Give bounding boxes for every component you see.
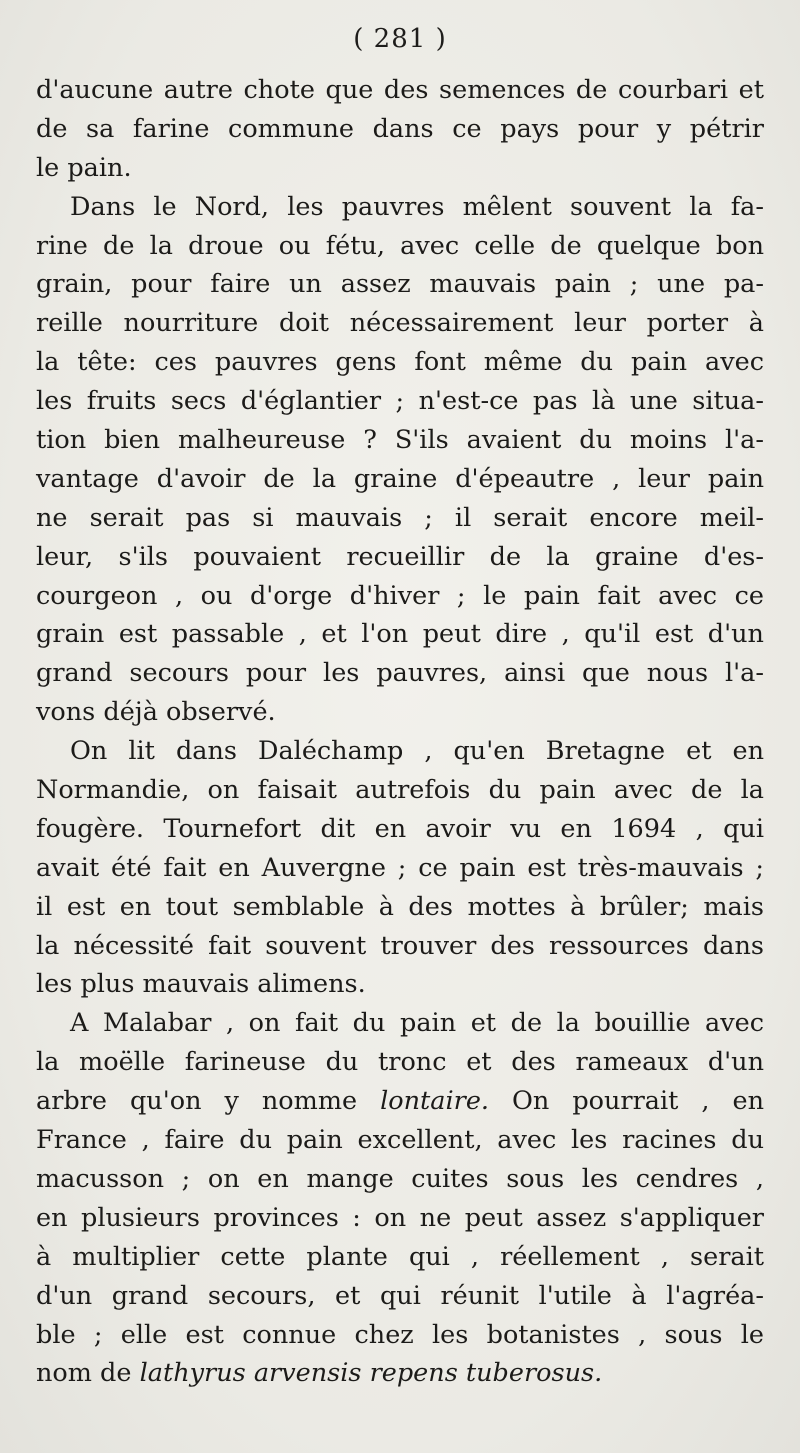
text-line: rine de la droue ou fétu, avec celle de quelque bon [36,230,764,261]
text-segment: nom de [36,1358,140,1389]
text-line: Normandie, on faisait autrefois du pain avec de la [36,775,764,806]
text-line: il est en tout semblable à des mottes à brûler; mais [36,891,764,922]
italic-term: lontaire. [380,1086,490,1117]
text-line: On lit dans Daléchamp , qu'en Bretagne et en [70,736,764,767]
text-line: la moëlle farineuse du tronc et des rameaux d'un [36,1047,764,1078]
text-line: d'aucune autre chote que des semences de courbari et [36,75,764,105]
text-line: Dans le Nord, les pauvres mêlent souvent la fa- [70,191,764,222]
text-line: la nécessité fait souvent trouver des ressources dans [36,930,764,961]
text-line-with-italic [36,1354,764,1393]
text-line: leur, s'ils pouvaient recueillir de la graine d'es- [36,541,764,572]
text-line: courgeon , ou d'orge d'hiver ; le pain fait avec ce [36,580,764,611]
text-line: France , faire du pain excellent, avec les racines du [36,1125,764,1156]
text-line: grain est passable , et l'on peut dire , qu'il est d'un [36,619,764,650]
paragraph-3 [36,732,764,1004]
text-line: ne serait pas si mauvais ; il serait encore meil- [36,502,764,533]
text-line: à multiplier cette plante qui , réellement , serait [36,1241,764,1272]
text-line: d'un grand secours, et qui réunit l'utile à l'agréa- [36,1280,764,1311]
text-segment: On pourrait , en [489,1086,764,1117]
text-line: reille nourriture doit nécessairement leur porter à [36,308,764,339]
text-line: grain, pour faire un assez mauvais pain ; une pa- [36,269,764,300]
page-number: ( 281 ) [353,24,447,54]
text-line: le pain. [36,152,132,183]
text-line: vantage d'avoir de la graine d'épeautre , leur pain [36,463,764,494]
text-line: macusson ; on en mange cuites sous les cendres , [36,1163,764,1194]
text-line: en plusieurs provinces : on ne peut assez s'appliquer [36,1202,764,1233]
text-line: avait été fait en Auvergne ; ce pain est très-mauvais ; [36,852,764,883]
text-line: la tête: ces pauvres gens font même du pain avec [36,347,764,378]
italic-botanical-name: lathyrus arvensis repens tuberosus. [139,1358,603,1389]
text-line: ble ; elle est connue chez les botanistes , sous le [36,1319,764,1350]
text-line: tion bien malheureuse ? S'ils avaient du moins l'a- [36,425,764,456]
paragraph-4 [36,1004,764,1393]
text-line: A Malabar , on fait du pain et de la bouillie avec [70,1008,764,1039]
text-line-with-italic [36,1082,764,1121]
text-segment: arbre qu'on y nomme [36,1086,381,1117]
body-text [36,71,764,1393]
paragraph-2 [36,188,764,732]
text-line: vons déjà observé. [36,697,276,728]
text-line: les plus mauvais alimens. [36,969,366,1000]
text-line: fougère. Tournefort dit en avoir vu en 1694 , qui [36,813,764,844]
text-line: les fruits secs d'églantier ; n'est-ce pas là une situa- [36,386,764,417]
text-line: de sa farine commune dans ce pays pour y pétrir [36,113,764,144]
paragraph-1 [36,71,764,188]
text-line: grand secours pour les pauvres, ainsi que nous l'a- [36,658,764,689]
